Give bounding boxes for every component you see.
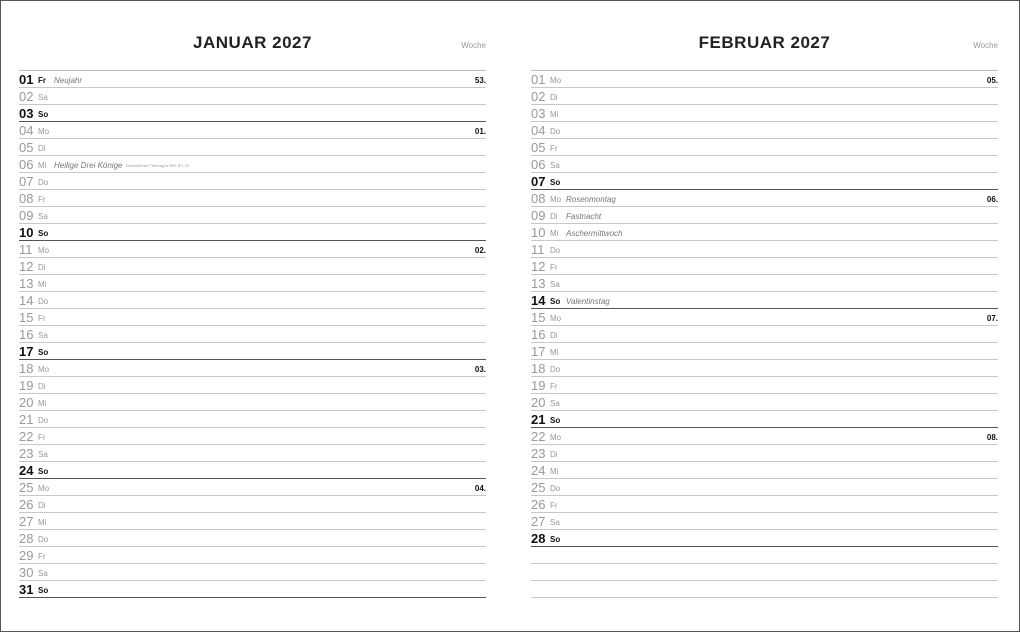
day-number: 11	[531, 242, 545, 257]
week-column-label: Woche	[973, 41, 998, 50]
week-number: 08.	[986, 433, 998, 442]
day-row[interactable]	[19, 139, 486, 156]
day-row[interactable]	[531, 258, 998, 275]
day-number: 20	[19, 395, 34, 410]
day-row[interactable]	[531, 462, 998, 479]
weekday-label: So	[550, 297, 561, 306]
blank-note-line[interactable]	[531, 564, 998, 581]
weekday-label: Do	[550, 127, 561, 136]
day-number: 18	[531, 361, 546, 376]
weekday-label: Di	[550, 450, 558, 459]
day-number: 09	[531, 208, 546, 223]
holiday-label: Valentinstag	[566, 297, 610, 306]
day-number: 17	[19, 344, 34, 359]
day-number: 02	[19, 89, 34, 104]
weekday-label: So	[38, 348, 49, 357]
weekday-label: Mo	[38, 365, 50, 374]
day-number: 06	[531, 157, 546, 172]
day-row[interactable]	[19, 88, 486, 105]
day-number: 03	[19, 106, 34, 121]
day-row[interactable]	[19, 190, 486, 207]
day-number: 22	[531, 429, 546, 444]
day-row[interactable]	[19, 173, 486, 190]
week-number: 07.	[986, 314, 998, 323]
day-row[interactable]	[19, 275, 486, 292]
day-number: 27	[531, 514, 546, 529]
day-number: 14	[531, 293, 546, 308]
day-row[interactable]	[531, 207, 998, 224]
day-row[interactable]	[19, 496, 486, 513]
weekday-label: Sa	[38, 331, 48, 340]
day-row[interactable]	[531, 88, 998, 105]
day-row[interactable]	[531, 394, 998, 411]
day-row[interactable]	[531, 241, 998, 258]
day-row[interactable]	[19, 513, 486, 530]
day-row[interactable]	[19, 122, 486, 139]
day-number: 07	[19, 174, 34, 189]
day-row[interactable]	[531, 173, 998, 190]
day-row[interactable]	[531, 139, 998, 156]
day-number: 17	[531, 344, 546, 359]
weekday-label: Sa	[38, 569, 48, 578]
day-number: 25	[19, 480, 34, 495]
weekday-label: Sa	[550, 280, 560, 289]
month-title: FEBRUAR 2027	[698, 33, 831, 52]
weekday-label: Mi	[38, 399, 47, 408]
day-row[interactable]	[19, 564, 486, 581]
day-number: 08	[531, 191, 546, 206]
weekday-label: Fr	[38, 433, 46, 442]
week-column-label: Woche	[461, 41, 486, 50]
day-row[interactable]	[19, 258, 486, 275]
blank-note-line[interactable]	[531, 581, 998, 598]
holiday-label: Aschermittwoch	[566, 229, 623, 238]
weekday-label: Di	[38, 144, 46, 153]
weekday-label: Fr	[38, 552, 46, 561]
day-number: 19	[531, 378, 546, 393]
day-row[interactable]	[19, 241, 486, 258]
day-row[interactable]	[531, 156, 998, 173]
day-number: 13	[531, 276, 546, 291]
day-row[interactable]	[19, 547, 486, 564]
day-row[interactable]	[531, 530, 998, 547]
weekday-label: Mi	[550, 110, 559, 119]
weekday-label: So	[550, 178, 561, 187]
weekday-label: Sa	[550, 161, 560, 170]
weekday-label: Mi	[550, 348, 559, 357]
day-row[interactable]	[531, 343, 998, 360]
day-number: 01	[531, 72, 546, 87]
day-row[interactable]	[19, 292, 486, 309]
week-number: 01.	[474, 127, 486, 136]
day-number: 05	[19, 140, 34, 155]
weekday-label: Sa	[550, 518, 560, 527]
day-row[interactable]	[531, 496, 998, 513]
day-number: 15	[19, 310, 34, 325]
day-row[interactable]	[19, 207, 486, 224]
weekday-label: Do	[38, 297, 49, 306]
day-row[interactable]	[19, 394, 486, 411]
day-number: 07	[531, 174, 546, 189]
day-number: 06	[19, 157, 34, 172]
holiday-label: Fastnacht	[566, 212, 602, 221]
weekday-label: Mi	[38, 280, 47, 289]
day-row[interactable]	[19, 156, 486, 173]
weekday-label: Mo	[550, 195, 562, 204]
weekday-label: So	[38, 586, 49, 595]
day-row[interactable]	[19, 309, 486, 326]
day-row[interactable]	[531, 326, 998, 343]
weekday-label: Mi	[550, 467, 559, 476]
day-number: 28	[531, 531, 546, 546]
weekday-label: Fr	[38, 314, 46, 323]
day-row[interactable]	[19, 581, 486, 598]
day-number: 09	[19, 208, 34, 223]
day-number: 04	[19, 123, 34, 138]
week-number: 02.	[474, 246, 486, 255]
day-number: 14	[19, 293, 34, 308]
day-row[interactable]	[531, 479, 998, 496]
weekday-label: Mi	[38, 518, 47, 527]
day-list	[531, 70, 998, 598]
weekday-label: Do	[550, 365, 561, 374]
day-row[interactable]	[19, 326, 486, 343]
day-number: 02	[531, 89, 546, 104]
day-number: 11	[19, 242, 33, 257]
weekday-label: Mo	[38, 484, 50, 493]
weekday-label: Do	[550, 246, 561, 255]
weekday-label: Di	[550, 212, 558, 221]
day-row[interactable]	[531, 377, 998, 394]
day-row[interactable]	[531, 309, 998, 326]
holiday-label: Rosenmontag	[566, 195, 616, 204]
weekday-label: Di	[550, 93, 558, 102]
day-number: 01	[19, 72, 34, 87]
week-number: 04.	[474, 484, 486, 493]
day-number: 26	[531, 497, 546, 512]
day-number: 21	[19, 412, 34, 427]
weekday-label: So	[38, 229, 49, 238]
weekday-label: So	[550, 535, 561, 544]
blank-note-line[interactable]	[531, 547, 998, 564]
day-row[interactable]	[19, 411, 486, 428]
day-row[interactable]	[531, 411, 998, 428]
day-row[interactable]	[19, 428, 486, 445]
weekday-label: Fr	[38, 76, 46, 85]
day-row[interactable]	[531, 513, 998, 530]
weekday-label: So	[38, 110, 49, 119]
day-number: 15	[531, 310, 546, 325]
weekday-label: Mo	[38, 246, 50, 255]
weekday-label: Fr	[38, 195, 46, 204]
weekday-label: Mi	[550, 229, 559, 238]
week-number: 06.	[986, 195, 998, 204]
weekday-label: Mo	[550, 433, 562, 442]
weekday-label: Di	[38, 501, 46, 510]
day-row[interactable]	[531, 445, 998, 462]
day-number: 13	[19, 276, 34, 291]
day-number: 28	[19, 531, 34, 546]
day-number: 16	[531, 327, 546, 342]
day-number: 26	[19, 497, 34, 512]
weekday-label: Fr	[550, 501, 558, 510]
day-number: 22	[19, 429, 34, 444]
weekday-label: Sa	[38, 212, 48, 221]
day-row[interactable]	[19, 105, 486, 122]
day-row[interactable]	[531, 360, 998, 377]
weekday-label: So	[38, 467, 49, 476]
day-row[interactable]	[531, 292, 998, 309]
day-number: 30	[19, 565, 34, 580]
day-row[interactable]	[531, 190, 998, 207]
holiday-label: Neujahr	[54, 76, 83, 85]
day-number: 20	[531, 395, 546, 410]
holiday-note: Gesetzlicher Feiertag in BW, BY, ST	[126, 163, 190, 168]
week-number: 03.	[474, 365, 486, 374]
day-number: 08	[19, 191, 34, 206]
day-row[interactable]	[19, 71, 486, 88]
day-number: 23	[531, 446, 546, 461]
day-number: 23	[19, 446, 34, 461]
weekday-label: Do	[38, 178, 49, 187]
weekday-label: Fr	[550, 144, 558, 153]
weekday-label: Mo	[38, 127, 50, 136]
day-number: 31	[19, 582, 34, 597]
day-row[interactable]	[531, 122, 998, 139]
day-row[interactable]	[19, 360, 486, 377]
weekday-label: Do	[550, 484, 561, 493]
day-row[interactable]	[19, 462, 486, 479]
weekday-label: Mo	[550, 314, 562, 323]
day-number: 10	[531, 225, 546, 240]
day-row[interactable]	[19, 530, 486, 547]
day-number: 18	[19, 361, 34, 376]
weekday-label: Sa	[550, 399, 560, 408]
weekday-label: Di	[38, 263, 46, 272]
weekday-label: Di	[38, 382, 46, 391]
day-row[interactable]	[19, 343, 486, 360]
month-january	[19, 0, 486, 600]
week-number: 53.	[474, 76, 486, 85]
day-row[interactable]	[19, 224, 486, 241]
weekday-label: Mo	[550, 76, 562, 85]
day-number: 03	[531, 106, 546, 121]
day-number: 29	[19, 548, 34, 563]
weekday-label: Sa	[38, 450, 48, 459]
day-number: 19	[19, 378, 34, 393]
day-number: 24	[19, 463, 34, 478]
day-list	[19, 70, 486, 598]
day-number: 27	[19, 514, 34, 529]
weekday-label: Fr	[550, 382, 558, 391]
month-february	[531, 0, 998, 600]
weekday-label: Do	[38, 416, 49, 425]
day-number: 05	[531, 140, 546, 155]
day-row[interactable]	[19, 377, 486, 394]
day-number: 12	[19, 259, 34, 274]
day-row[interactable]	[531, 428, 998, 445]
day-row[interactable]	[531, 105, 998, 122]
day-row[interactable]	[531, 71, 998, 88]
weekday-label: So	[550, 416, 561, 425]
day-number: 21	[531, 412, 546, 427]
day-number: 12	[531, 259, 546, 274]
week-number: 05.	[986, 76, 998, 85]
day-number: 24	[531, 463, 546, 478]
day-number: 04	[531, 123, 546, 138]
weekday-label: Fr	[550, 263, 558, 272]
month-title: JANUAR 2027	[193, 33, 312, 52]
day-number: 16	[19, 327, 34, 342]
day-row[interactable]	[19, 445, 486, 462]
holiday-label: Heilige Drei Könige	[54, 161, 123, 170]
weekday-label: Mi	[38, 161, 47, 170]
weekday-label: Sa	[38, 93, 48, 102]
day-row[interactable]	[531, 275, 998, 292]
day-number: 10	[19, 225, 34, 240]
day-number: 25	[531, 480, 546, 495]
day-row[interactable]	[19, 479, 486, 496]
weekday-label: Di	[550, 331, 558, 340]
weekday-label: Do	[38, 535, 49, 544]
day-row[interactable]	[531, 224, 998, 241]
